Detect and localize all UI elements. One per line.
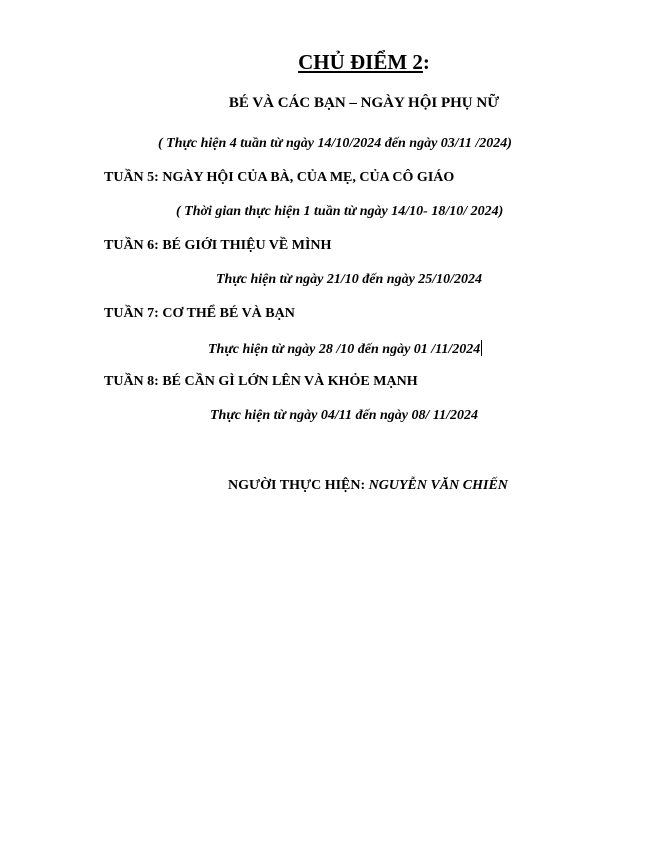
week-8-dates: Thực hiện từ ngày 04/11 đến ngày 08/ 11/2024 [210,408,479,423]
week-8-heading: TUẦN 8: BÉ CẦN GÌ LỚN LÊN VÀ KHỎE MẠNH [104,374,418,389]
week-5-dates: ( Thời gian thực hiện 1 tuần từ ngày 14/10- 18/10/ 2024) [176,204,504,219]
week-5-heading: TUẦN 5: NGÀY HỘI CỦA BÀ, CỦA MẸ, CỦA CÔ GIÁO [104,170,455,185]
week-6-heading: TUẦN 6: BÉ GIỚI THIỆU VỀ MÌNH [104,238,332,253]
page-title [0,50,664,75]
week-7-dates: Thực hiện từ ngày 28 /10 đến ngày 01 /11/2024 [208,342,481,357]
text-cursor [481,340,482,356]
topic-period: ( Thực hiện 4 tuần từ ngày 14/10/2024 đến ngày 03/11 /2024) [158,136,512,151]
week-6-dates: Thực hiện từ ngày 21/10 đến ngày 25/10/2024 [216,272,483,287]
title-text: CHỦ ĐIỂM 2 [298,50,423,74]
week-7-heading: TUẦN 7: CƠ THỂ BÉ VÀ BẠN [104,306,295,321]
week-7-dates-line [208,340,482,358]
topic-subtitle: BÉ VÀ CÁC BẠN – NGÀY HỘI PHỤ NỮ [228,95,500,111]
author-label: NGƯỜI THỰC HIỆN: [228,478,369,493]
author-name: NGUYỄN VĂN CHIẾN [368,478,508,493]
author-line [228,478,508,494]
title-colon: : [422,50,430,74]
